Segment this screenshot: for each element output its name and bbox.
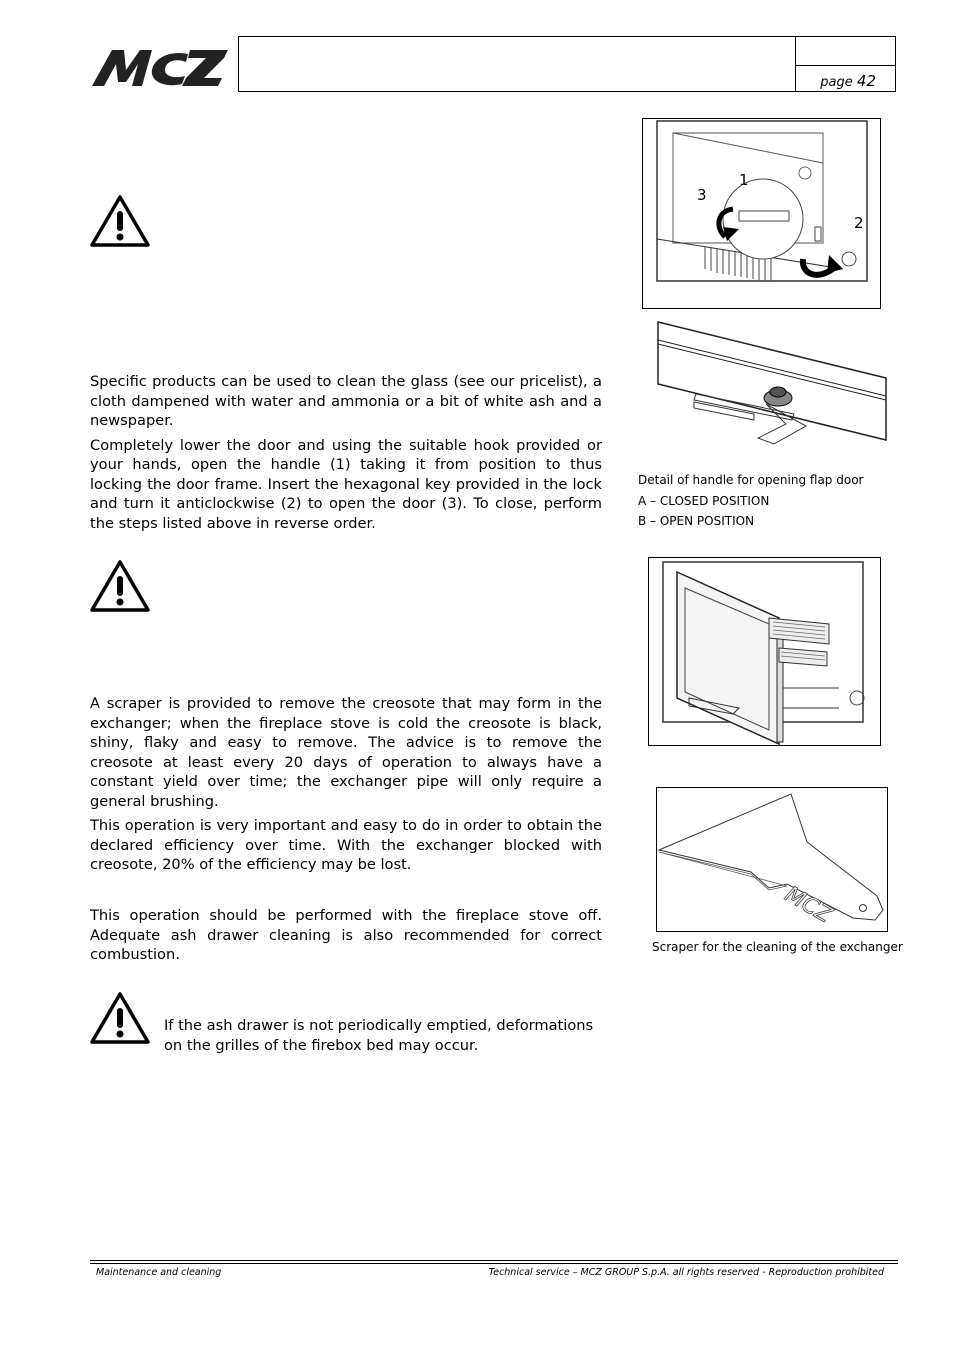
footer-section-title: Maintenance and cleaning bbox=[96, 1267, 222, 1278]
header-divider-horizontal bbox=[795, 65, 896, 66]
warning-icon bbox=[88, 558, 152, 614]
glass-paragraph-2: Completely lower the door and using the suitable hook provided or your hands, open the handle (1) taking it from position to thus locking the door frame. Insert the hexagonal key provided in the lock and turn it anticlockwise (2) to open the door (3). To close, perform the steps listed above in reverse order. bbox=[90, 436, 602, 532]
door-label-1: 1 bbox=[739, 171, 749, 189]
exchanger-cleaning-text bbox=[90, 694, 602, 880]
glass-paragraph-1: Specific products can be used to clean the glass (see our pricelist), a cloth dampened with water and ammonia or a bit of white ash and a newspaper. bbox=[90, 373, 602, 429]
door-label-3: 3 bbox=[697, 186, 707, 204]
handle-position-b: B – OPEN POSITION bbox=[638, 514, 755, 528]
footer-rule bbox=[90, 1260, 898, 1261]
page-prefix: page bbox=[820, 75, 853, 90]
handle-detail-figure bbox=[654, 318, 888, 446]
scraper-figure bbox=[656, 787, 888, 932]
mcz-logo bbox=[90, 44, 230, 88]
exchanger-paragraph-1: A scraper is provided to remove the creosote that may form in the exchanger; when the fireplace stove is cold the creosote is black, shiny, flaky and easy to remove. The advice is to remove the creosote at least every 20 days of operation to always have a constant yield over time; the exchanger pipe will only require a general brushing. bbox=[90, 695, 602, 810]
door-label-2: 2 bbox=[854, 214, 864, 232]
page-number-value: 42 bbox=[856, 72, 876, 90]
open-door-figure bbox=[648, 557, 881, 746]
warning-icon bbox=[88, 990, 152, 1046]
warning-icon bbox=[88, 193, 152, 249]
scraper-caption: Scraper for the cleaning of the exchanger bbox=[652, 940, 903, 954]
ash-drawer-text bbox=[90, 906, 602, 970]
ash-drawer-warning: If the ash drawer is not periodically emptied, deformations on the grilles of the firebox bed may occur. bbox=[164, 1017, 594, 1054]
footer-copyright: Technical service – MCZ GROUP S.p.A. all rights reserved - Reproduction prohibited bbox=[488, 1267, 884, 1278]
footer-rule-2 bbox=[90, 1263, 898, 1264]
exchanger-paragraph-2: This operation is very important and easy to do in order to obtain the declared efficiency over time. With the exchanger blocked with creosote, 20% of the efficiency may be lost. bbox=[90, 817, 602, 873]
page-number bbox=[796, 72, 876, 90]
scraper-logo: MCZ bbox=[780, 882, 836, 929]
door-opening-figure bbox=[642, 118, 881, 309]
glass-cleaning-text bbox=[90, 372, 602, 538]
ash-drawer-paragraph: This operation should be performed with the fireplace stove off. Adequate ash drawer cleaning is also recommended for correct combustion. bbox=[90, 907, 602, 963]
handle-position-a: A – CLOSED POSITION bbox=[638, 494, 770, 508]
handle-caption: Detail of handle for opening flap door bbox=[638, 473, 864, 487]
